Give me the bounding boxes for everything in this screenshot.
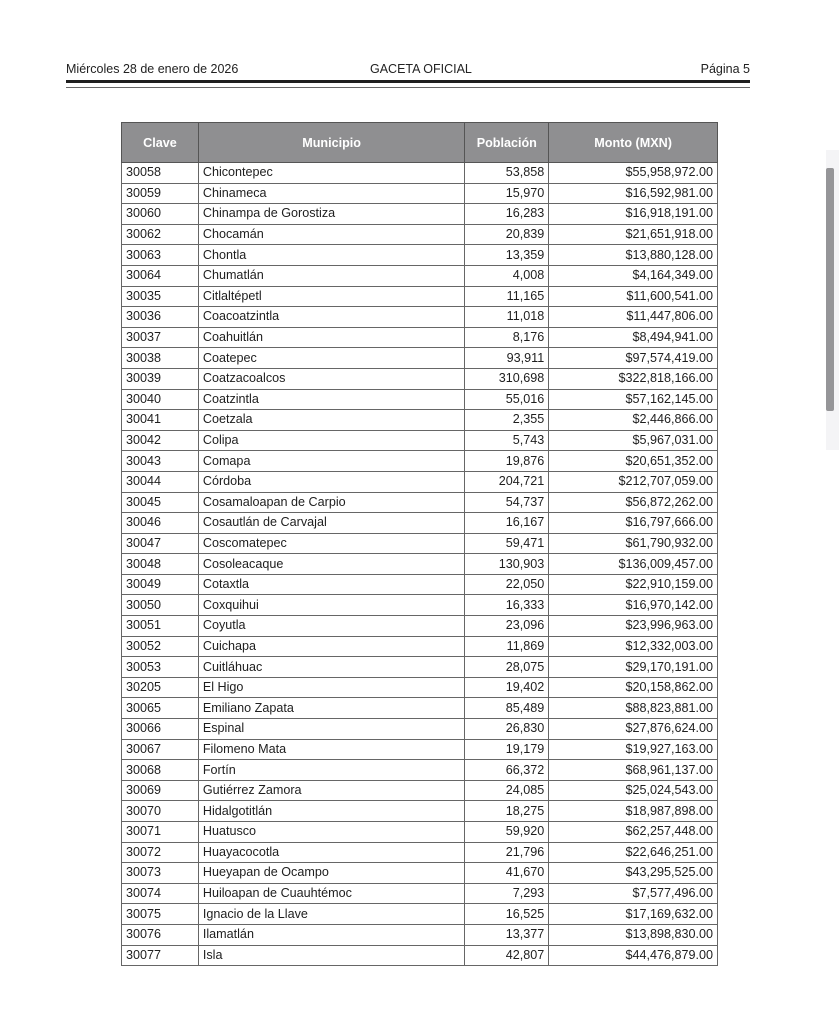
cell-municipio: Coacoatzintla (198, 307, 465, 328)
cell-poblacion: 11,165 (465, 286, 549, 307)
table-row (122, 533, 718, 554)
cell-clave: 30077 (122, 945, 199, 966)
table-row (122, 348, 718, 369)
cell-municipio: Cuichapa (198, 636, 465, 657)
cell-monto: $13,880,128.00 (549, 245, 718, 266)
cell-monto: $20,158,862.00 (549, 677, 718, 698)
cell-municipio: Chontla (198, 245, 465, 266)
cell-poblacion: 21,796 (465, 842, 549, 863)
cell-monto: $29,170,191.00 (549, 657, 718, 678)
cell-monto: $97,574,419.00 (549, 348, 718, 369)
cell-poblacion: 53,858 (465, 163, 549, 184)
cell-municipio: Huayacocotla (198, 842, 465, 863)
table-row (122, 265, 718, 286)
cell-poblacion: 22,050 (465, 574, 549, 595)
cell-municipio: Chumatlán (198, 265, 465, 286)
cell-monto: $17,169,632.00 (549, 904, 718, 925)
cell-municipio: El Higo (198, 677, 465, 698)
cell-monto: $8,494,941.00 (549, 327, 718, 348)
cell-monto: $16,592,981.00 (549, 183, 718, 204)
cell-poblacion: 19,179 (465, 739, 549, 760)
scrollbar-thumb[interactable] (826, 168, 834, 411)
cell-monto: $11,447,806.00 (549, 307, 718, 328)
cell-poblacion: 13,377 (465, 924, 549, 945)
table-row (122, 492, 718, 513)
cell-municipio: Comapa (198, 451, 465, 472)
cell-clave: 30050 (122, 595, 199, 616)
table-row (122, 636, 718, 657)
cell-municipio: Coatzintla (198, 389, 465, 410)
cell-poblacion: 54,737 (465, 492, 549, 513)
table-row (122, 368, 718, 389)
table-row (122, 245, 718, 266)
table-row (122, 904, 718, 925)
cell-clave: 30069 (122, 780, 199, 801)
cell-municipio: Hidalgotitlán (198, 801, 465, 822)
cell-clave: 30076 (122, 924, 199, 945)
cell-municipio: Espinal (198, 719, 465, 740)
cell-poblacion: 310,698 (465, 368, 549, 389)
table-row (122, 286, 718, 307)
cell-clave: 30071 (122, 822, 199, 843)
cell-poblacion: 59,920 (465, 822, 549, 843)
table-row (122, 801, 718, 822)
cell-monto: $61,790,932.00 (549, 533, 718, 554)
cell-monto: $16,918,191.00 (549, 204, 718, 225)
cell-monto: $16,970,142.00 (549, 595, 718, 616)
cell-municipio: Cosamaloapan de Carpio (198, 492, 465, 513)
cell-clave: 30053 (122, 657, 199, 678)
cell-municipio: Coyutla (198, 616, 465, 637)
table-row (122, 616, 718, 637)
cell-municipio: Gutiérrez Zamora (198, 780, 465, 801)
table-row (122, 842, 718, 863)
cell-clave: 30037 (122, 327, 199, 348)
cell-monto: $322,818,166.00 (549, 368, 718, 389)
cell-municipio: Cosoleacaque (198, 554, 465, 575)
table-row (122, 822, 718, 843)
header-rule-thick (66, 80, 750, 83)
table-row (122, 780, 718, 801)
cell-municipio: Chicontepec (198, 163, 465, 184)
column-header-clave: Clave (122, 123, 199, 163)
table-row (122, 760, 718, 781)
table-row (122, 883, 718, 904)
cell-clave: 30065 (122, 698, 199, 719)
cell-poblacion: 13,359 (465, 245, 549, 266)
cell-municipio: Coatepec (198, 348, 465, 369)
cell-municipio: Chinameca (198, 183, 465, 204)
cell-clave: 30064 (122, 265, 199, 286)
table-row (122, 471, 718, 492)
cell-monto: $56,872,262.00 (549, 492, 718, 513)
table-row (122, 513, 718, 534)
cell-poblacion: 16,333 (465, 595, 549, 616)
cell-clave: 30058 (122, 163, 199, 184)
cell-poblacion: 20,839 (465, 224, 549, 245)
cell-municipio: Citlaltépetl (198, 286, 465, 307)
table-row (122, 739, 718, 760)
cell-monto: $136,009,457.00 (549, 554, 718, 575)
cell-monto: $11,600,541.00 (549, 286, 718, 307)
table-row (122, 863, 718, 884)
cell-clave: 30074 (122, 883, 199, 904)
cell-monto: $22,910,159.00 (549, 574, 718, 595)
table-row (122, 163, 718, 184)
cell-municipio: Córdoba (198, 471, 465, 492)
cell-monto: $12,332,003.00 (549, 636, 718, 657)
cell-poblacion: 11,018 (465, 307, 549, 328)
cell-clave: 30042 (122, 430, 199, 451)
cell-monto: $55,958,972.00 (549, 163, 718, 184)
cell-clave: 30049 (122, 574, 199, 595)
cell-poblacion: 26,830 (465, 719, 549, 740)
cell-clave: 30035 (122, 286, 199, 307)
cell-poblacion: 16,167 (465, 513, 549, 534)
cell-clave: 30048 (122, 554, 199, 575)
municipal-allocation-table (121, 122, 718, 966)
cell-poblacion: 4,008 (465, 265, 549, 286)
cell-clave: 30045 (122, 492, 199, 513)
cell-municipio: Coatzacoalcos (198, 368, 465, 389)
page-header (66, 62, 750, 78)
table-row (122, 677, 718, 698)
cell-municipio: Filomeno Mata (198, 739, 465, 760)
cell-municipio: Chocamán (198, 224, 465, 245)
table-header-row (122, 123, 718, 163)
cell-clave: 30062 (122, 224, 199, 245)
cell-municipio: Huiloapan de Cuauhtémoc (198, 883, 465, 904)
table-row (122, 554, 718, 575)
cell-municipio: Cotaxtla (198, 574, 465, 595)
cell-poblacion: 41,670 (465, 863, 549, 884)
cell-monto: $68,961,137.00 (549, 760, 718, 781)
column-header-poblacion: Población (465, 123, 549, 163)
cell-clave: 30039 (122, 368, 199, 389)
cell-municipio: Colipa (198, 430, 465, 451)
cell-monto: $23,996,963.00 (549, 616, 718, 637)
cell-monto: $21,651,918.00 (549, 224, 718, 245)
cell-monto: $22,646,251.00 (549, 842, 718, 863)
cell-monto: $62,257,448.00 (549, 822, 718, 843)
cell-poblacion: 11,869 (465, 636, 549, 657)
table-row (122, 657, 718, 678)
table-row (122, 719, 718, 740)
cell-poblacion: 24,085 (465, 780, 549, 801)
cell-municipio: Hueyapan de Ocampo (198, 863, 465, 884)
cell-clave: 30036 (122, 307, 199, 328)
cell-municipio: Cuitláhuac (198, 657, 465, 678)
cell-poblacion: 66,372 (465, 760, 549, 781)
cell-clave: 30047 (122, 533, 199, 554)
cell-poblacion: 59,471 (465, 533, 549, 554)
cell-poblacion: 15,970 (465, 183, 549, 204)
cell-clave: 30060 (122, 204, 199, 225)
cell-clave: 30205 (122, 677, 199, 698)
table-row (122, 451, 718, 472)
cell-monto: $7,577,496.00 (549, 883, 718, 904)
cell-clave: 30046 (122, 513, 199, 534)
cell-clave: 30043 (122, 451, 199, 472)
cell-monto: $57,162,145.00 (549, 389, 718, 410)
cell-municipio: Coxquihui (198, 595, 465, 616)
cell-clave: 30044 (122, 471, 199, 492)
cell-monto: $2,446,866.00 (549, 410, 718, 431)
cell-municipio: Coahuitlán (198, 327, 465, 348)
publication-title: GACETA OFICIAL (370, 62, 472, 76)
table-row (122, 307, 718, 328)
cell-municipio: Huatusco (198, 822, 465, 843)
cell-poblacion: 7,293 (465, 883, 549, 904)
cell-clave: 30038 (122, 348, 199, 369)
cell-poblacion: 18,275 (465, 801, 549, 822)
cell-poblacion: 8,176 (465, 327, 549, 348)
cell-clave: 30059 (122, 183, 199, 204)
table-row (122, 945, 718, 966)
cell-clave: 30070 (122, 801, 199, 822)
cell-clave: 30073 (122, 863, 199, 884)
cell-poblacion: 5,743 (465, 430, 549, 451)
cell-poblacion: 55,016 (465, 389, 549, 410)
cell-monto: $25,024,543.00 (549, 780, 718, 801)
cell-municipio: Isla (198, 945, 465, 966)
table-row (122, 183, 718, 204)
cell-municipio: Coetzala (198, 410, 465, 431)
cell-clave: 30041 (122, 410, 199, 431)
cell-municipio: Emiliano Zapata (198, 698, 465, 719)
table-row (122, 430, 718, 451)
cell-poblacion: 42,807 (465, 945, 549, 966)
cell-monto: $212,707,059.00 (549, 471, 718, 492)
cell-municipio: Ilamatlán (198, 924, 465, 945)
cell-municipio: Ignacio de la Llave (198, 904, 465, 925)
cell-monto: $44,476,879.00 (549, 945, 718, 966)
cell-monto: $5,967,031.00 (549, 430, 718, 451)
publication-date: Miércoles 28 de enero de 2026 (66, 62, 239, 76)
cell-poblacion: 16,283 (465, 204, 549, 225)
cell-clave: 30051 (122, 616, 199, 637)
table-row (122, 924, 718, 945)
table-row (122, 224, 718, 245)
cell-monto: $27,876,624.00 (549, 719, 718, 740)
cell-clave: 30067 (122, 739, 199, 760)
cell-municipio: Cosautlán de Carvajal (198, 513, 465, 534)
table-row (122, 327, 718, 348)
table-body (122, 163, 718, 966)
cell-monto: $16,797,666.00 (549, 513, 718, 534)
cell-monto: $43,295,525.00 (549, 863, 718, 884)
cell-poblacion: 85,489 (465, 698, 549, 719)
cell-poblacion: 93,911 (465, 348, 549, 369)
table-row (122, 698, 718, 719)
cell-poblacion: 28,075 (465, 657, 549, 678)
cell-monto: $4,164,349.00 (549, 265, 718, 286)
cell-clave: 30075 (122, 904, 199, 925)
cell-poblacion: 16,525 (465, 904, 549, 925)
header-rule-thin (66, 87, 750, 88)
cell-monto: $13,898,830.00 (549, 924, 718, 945)
cell-municipio: Chinampa de Gorostiza (198, 204, 465, 225)
cell-poblacion: 23,096 (465, 616, 549, 637)
cell-clave: 30072 (122, 842, 199, 863)
cell-municipio: Fortín (198, 760, 465, 781)
table-row (122, 410, 718, 431)
cell-clave: 30068 (122, 760, 199, 781)
table-row (122, 204, 718, 225)
cell-clave: 30052 (122, 636, 199, 657)
column-header-municipio: Municipio (198, 123, 465, 163)
table-row (122, 389, 718, 410)
cell-poblacion: 204,721 (465, 471, 549, 492)
cell-monto: $19,927,163.00 (549, 739, 718, 760)
cell-poblacion: 19,402 (465, 677, 549, 698)
page-number: Página 5 (700, 62, 750, 76)
table-row (122, 595, 718, 616)
cell-poblacion: 19,876 (465, 451, 549, 472)
cell-poblacion: 130,903 (465, 554, 549, 575)
cell-monto: $20,651,352.00 (549, 451, 718, 472)
cell-clave: 30066 (122, 719, 199, 740)
column-header-monto: Monto (MXN) (549, 123, 718, 163)
cell-monto: $18,987,898.00 (549, 801, 718, 822)
cell-monto: $88,823,881.00 (549, 698, 718, 719)
table-row (122, 574, 718, 595)
cell-clave: 30063 (122, 245, 199, 266)
cell-municipio: Coscomatepec (198, 533, 465, 554)
cell-poblacion: 2,355 (465, 410, 549, 431)
cell-clave: 30040 (122, 389, 199, 410)
